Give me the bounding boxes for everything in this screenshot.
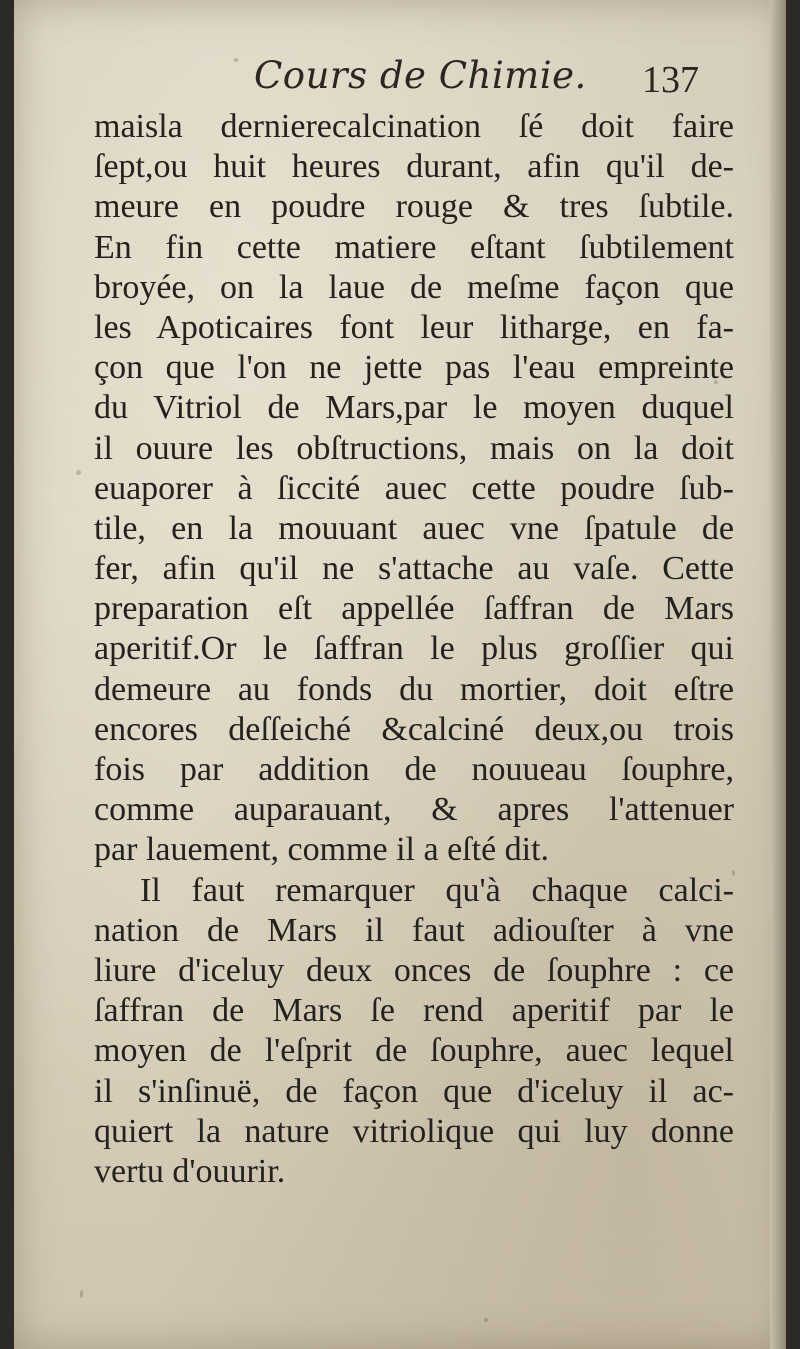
text-line: fois par addition de nouueau ſouphre,	[94, 751, 734, 788]
text-line: meure en poudre rouge & tres ſubtile.	[94, 188, 734, 226]
text-line: il s'inſinuë, de façon que d'iceluy il ac-	[94, 1072, 734, 1110]
text-line: broyée, on la laue de meſme façon que	[94, 268, 734, 306]
book-page	[14, 0, 786, 1349]
page-edge-shadow	[770, 0, 786, 1349]
text-line: ſept,ou huit heures durant, afin qu'il de-	[94, 148, 734, 186]
text-line: Il faut remarquer qu'à chaque calci-	[140, 871, 734, 909]
text-line: çon que l'on ne jette pas l'eau empreinte	[94, 349, 734, 387]
text-line: demeure au fonds du mortier, doit eſtre	[94, 670, 734, 708]
page-number: 137	[642, 59, 699, 101]
text-line: vertu d'ouurir.	[94, 1152, 286, 1190]
text-line: du Vitriol de Mars,par le moyen duquel	[94, 389, 734, 427]
text-line: En fin cette matiere eſtant ſubtilement	[94, 228, 734, 266]
text-line: les Apoticaires font leur litharge, en fa-	[94, 308, 734, 346]
text-line: tile, en la mouuant auec vne ſpatule de	[94, 509, 734, 547]
text-line: liure d'iceluy deux onces de ſouphre : ce	[94, 951, 734, 989]
text-line: maisla dernierecalcination ſé doit faire	[94, 108, 734, 145]
paper-speck	[76, 470, 81, 475]
text-line: preparation eſt appellée ſaffran de Mars	[94, 590, 734, 628]
text-line: moyen de l'eſprit de ſouphre, auec lequel	[94, 1032, 734, 1070]
paper-speck	[714, 380, 718, 384]
paper-speck	[234, 58, 238, 62]
paper-speck	[80, 1290, 83, 1298]
page-header	[14, 48, 786, 108]
text-line: nation de Mars il faut adiouſter à vne	[94, 911, 734, 949]
text-line: il ouure les obſtructions, mais on la doit	[94, 429, 734, 467]
paper-speck	[732, 870, 735, 876]
body-text	[94, 107, 734, 1192]
text-line: euaporer à ſiccité auec cette poudre ſub-	[94, 469, 734, 507]
text-line: ſaffran de Mars ſe rend aperitif par le	[94, 992, 734, 1030]
text-line: aperitif.Or le ſaffran le plus groſſier qui	[94, 630, 734, 668]
running-title: Cours de Chimie.	[254, 54, 587, 97]
text-line: par lauement, comme il a eſté dit.	[94, 831, 550, 869]
text-line: comme auparauant, & apres l'attenuer	[94, 791, 734, 829]
text-line: encores deſſeiché &calciné deux,ou trois	[94, 710, 734, 748]
paper-speck	[484, 1318, 488, 1322]
text-line: quiert la nature vitriolique qui luy donne	[94, 1112, 734, 1150]
text-line: fer, afin qu'il ne s'attache au vaſe. Cette	[94, 550, 734, 588]
